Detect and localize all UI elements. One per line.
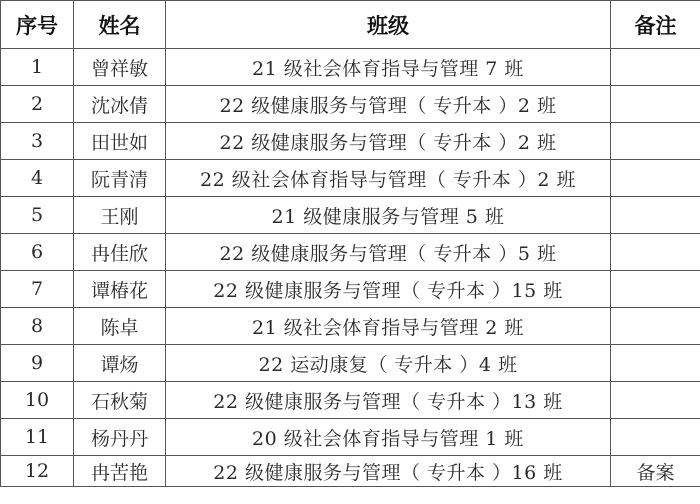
- row-name: 阮青清: [74, 160, 166, 197]
- row-seq: 10: [1, 382, 74, 419]
- row-name: 陈卓: [74, 308, 166, 345]
- header-row: [1, 1, 700, 49]
- table-row: [1, 123, 700, 160]
- header-note: 备注: [611, 1, 700, 49]
- table-row: [1, 197, 700, 234]
- table-row: [1, 456, 700, 487]
- table-row: [1, 271, 700, 308]
- header-seq: 序号: [1, 1, 74, 49]
- row-note: [611, 86, 700, 123]
- row-note: [611, 160, 700, 197]
- row-class: 22 级社会体育指导与管理（ 专升本 ）2 班: [166, 160, 611, 197]
- row-seq: 5: [1, 197, 74, 234]
- row-class: 22 级健康服务与管理（ 专升本 ）2 班: [166, 86, 611, 123]
- row-seq: 7: [1, 271, 74, 308]
- table-row: [1, 49, 700, 86]
- table-row: [1, 345, 700, 382]
- table-row: [1, 419, 700, 456]
- row-class: 21 级社会体育指导与管理 7 班: [166, 49, 611, 86]
- row-note: 备案: [611, 456, 700, 487]
- row-seq: 11: [1, 419, 74, 456]
- row-class: 22 级健康服务与管理（ 专升本 ）2 班: [166, 123, 611, 160]
- row-name: 杨丹丹: [74, 419, 166, 456]
- row-class: 22 级健康服务与管理（ 专升本 ）16 班: [166, 456, 611, 487]
- row-seq: 9: [1, 345, 74, 382]
- table-row: [1, 160, 700, 197]
- header-class: 班级: [166, 1, 611, 49]
- row-name: 石秋菊: [74, 382, 166, 419]
- row-note: [611, 382, 700, 419]
- row-name: 谭炀: [74, 345, 166, 382]
- row-seq: 1: [1, 49, 74, 86]
- table-row: [1, 382, 700, 419]
- row-class: 22 级健康服务与管理（ 专升本 ）5 班: [166, 234, 611, 271]
- row-name: 曾祥敏: [74, 49, 166, 86]
- row-seq: 8: [1, 308, 74, 345]
- row-note: [611, 345, 700, 382]
- row-name: 田世如: [74, 123, 166, 160]
- row-seq: 12: [1, 456, 74, 487]
- row-seq: 3: [1, 123, 74, 160]
- row-note: [611, 49, 700, 86]
- row-name: 王刚: [74, 197, 166, 234]
- row-class: 20 级社会体育指导与管理 1 班: [166, 419, 611, 456]
- row-note: [611, 123, 700, 160]
- row-name: 沈冰倩: [74, 86, 166, 123]
- row-seq: 4: [1, 160, 74, 197]
- row-seq: 6: [1, 234, 74, 271]
- row-name: 谭椿花: [74, 271, 166, 308]
- table-row: [1, 308, 700, 345]
- row-name: 冉苦艳: [74, 456, 166, 487]
- table-row: [1, 86, 700, 123]
- row-class: 21 级健康服务与管理 5 班: [166, 197, 611, 234]
- header-name: 姓名: [74, 1, 166, 49]
- row-note: [611, 197, 700, 234]
- row-seq: 2: [1, 86, 74, 123]
- row-class: 22 级健康服务与管理（ 专升本 ）13 班: [166, 382, 611, 419]
- table-body: [1, 49, 700, 487]
- row-name: 冉佳欣: [74, 234, 166, 271]
- table-row: [1, 234, 700, 271]
- row-class: 22 运动康复（ 专升本 ）4 班: [166, 345, 611, 382]
- row-class: 22 级健康服务与管理（ 专升本 ）15 班: [166, 271, 611, 308]
- row-note: [611, 308, 700, 345]
- row-note: [611, 419, 700, 456]
- row-note: [611, 271, 700, 308]
- row-class: 21 级社会体育指导与管理 2 班: [166, 308, 611, 345]
- table-header: [1, 1, 700, 49]
- row-note: [611, 234, 700, 271]
